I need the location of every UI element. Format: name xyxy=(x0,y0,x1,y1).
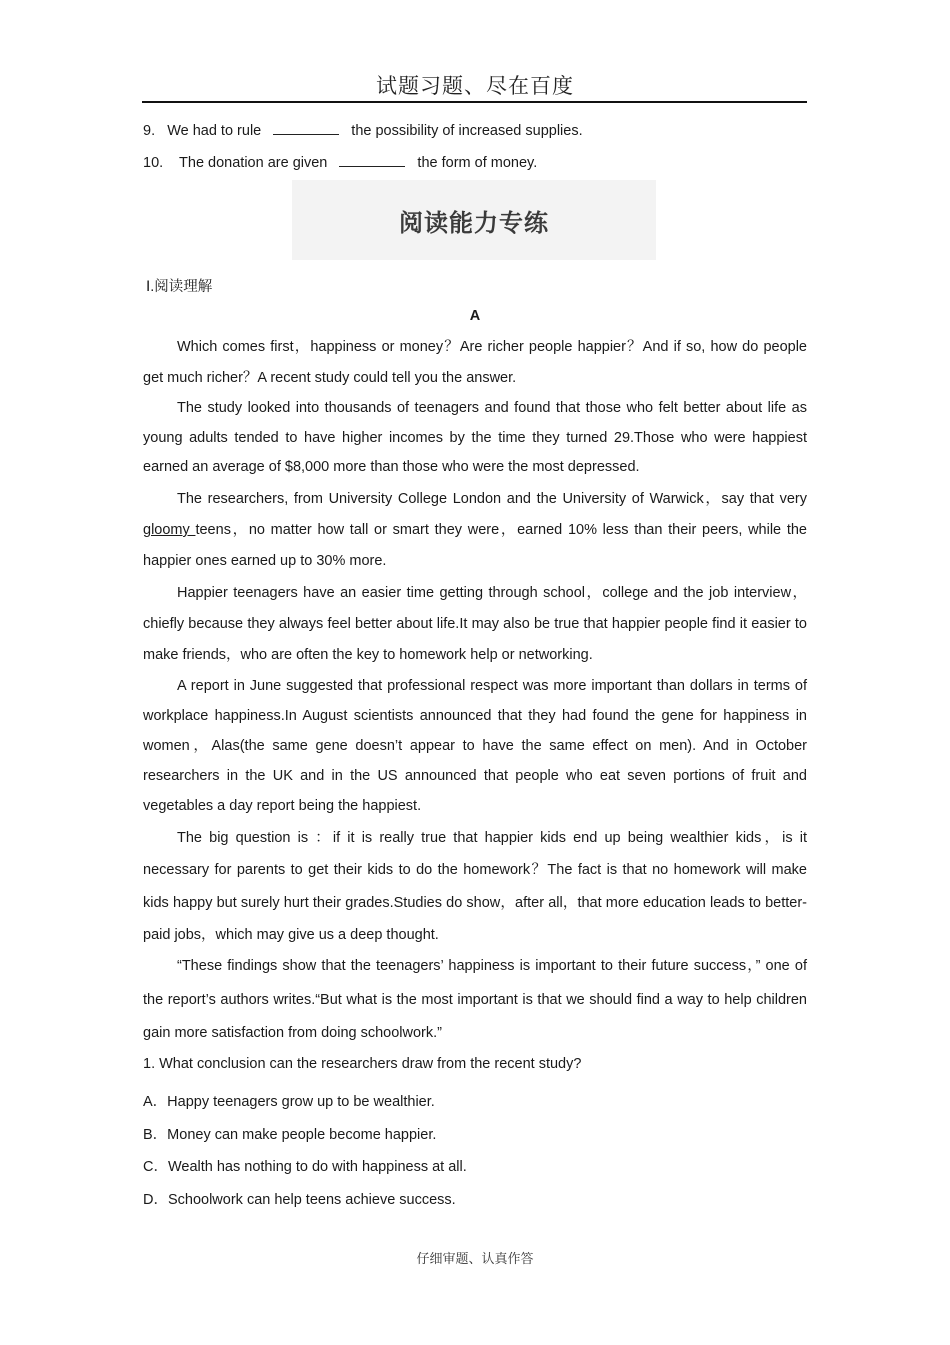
question-stem: 1. What conclusion can the researchers draw from the recent study? xyxy=(143,1056,582,1072)
passage-paragraph-3 xyxy=(143,484,807,577)
fill-in-item-9 xyxy=(143,122,583,139)
passage-paragraph-4: Happier teenagers have an easier time getting through school，college and the job interview，chiefly because they always feel better about life.It may also be true that happier people find it easier to make friends，who are often the key to homework help or networking. xyxy=(143,585,807,663)
section-label: Ⅰ.阅读理解 xyxy=(146,279,213,295)
header-title: 试题习题、尽在百度 xyxy=(376,74,574,98)
option-a[interactable]: A．Happy teenagers grow up to be wealthier. xyxy=(143,1094,435,1110)
item-text-before: We had to rule xyxy=(167,123,262,139)
answer-blank[interactable] xyxy=(339,154,405,167)
passage-label: A xyxy=(469,308,481,324)
option-d[interactable]: D．Schoolwork can help teens achieve success. xyxy=(143,1192,456,1208)
passage-paragraph-1: Which comes first，happiness or money？Are richer people happier？And if so, how do people get much richer？A recent study could tell you the answer. xyxy=(143,339,807,386)
option-c[interactable]: C．Wealth has nothing to do with happiness at all. xyxy=(143,1159,467,1175)
item-number: 9. xyxy=(143,123,156,139)
passage-paragraph-2: The study looked into thousands of teenagers and found that those who felt better about life as young adults tended to have higher incomes by the time they turned 29.Those who were happiest earned an average of $8,000 more than those who were the most depressed. xyxy=(143,400,807,475)
underlined-word-gloomy: gloomy xyxy=(143,522,196,538)
banner-title: 阅读能力专练 xyxy=(399,208,549,237)
passage-paragraph-5: A report in June suggested that professional respect was more important than dollars in terms of workplace happiness.In August scientists announced that they had found the gene for happiness in women，Alas(the same gene doesn’t appear to have the same effect on men). And in October researchers in the UK and in the US announced that people who eat seven portions of fruit and vegetables a day report being the happiest. xyxy=(143,678,807,814)
footer-text: 仔细审题、认真作答 xyxy=(416,1252,534,1267)
item-text-after: the possibility of increased supplies. xyxy=(351,123,583,139)
item-text-after: the form of money. xyxy=(417,155,538,171)
answer-blank[interactable] xyxy=(273,122,339,135)
item-text-before: The donation are given xyxy=(179,155,328,171)
passage-paragraph-7: “These findings show that the teenagers’ happiness is important to their future success，” one of the report’s authors writes.“But what is the most important is that we should find a way to help children gain more satisfaction from doing schoolwork.” xyxy=(143,958,807,1041)
passage-paragraph-6: The big question is ：if it is really true that happier kids end up being wealthier kids，is it necessary for parents to get their kids to do the homework？The fact is that no homework will make kids happy but surely hurt their grades.Studies do show，after all，that more education leads to better-paid jobs，which may give us a deep thought. xyxy=(143,830,807,943)
option-b[interactable]: B．Money can make people become happier. xyxy=(143,1127,437,1143)
header-rule xyxy=(142,101,807,103)
fill-in-item-10 xyxy=(143,154,537,171)
item-number: 10. xyxy=(143,155,164,171)
paragraph-text: The researchers, from University College London and the University of Warwick，say that very xyxy=(177,491,807,507)
paragraph-text: teens，no matter how tall or smart they were，earned 10% less than their peers, while the happier ones earned up to 30% more. xyxy=(143,522,807,569)
section-banner xyxy=(292,180,656,260)
